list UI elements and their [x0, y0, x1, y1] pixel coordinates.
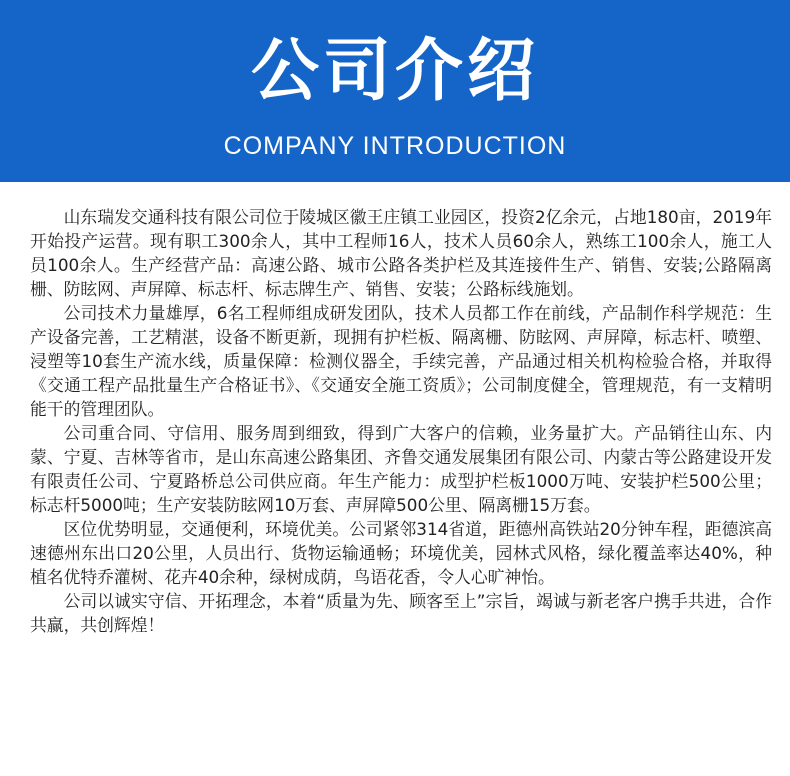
page-title: 公司介绍 — [250, 32, 539, 111]
paragraph-technology: 公司技术力量雄厚，6名工程师组成研发团队，技术人员都工作在前线，产品制作科学规范：生产设备完善，工艺精湛，设备不断更新，现拥有护栏板、隔离栅、防眩网、声屏障，标志杆、喷塑、浸塑等10套生产流水线，质量保障：检测仪器全，手续完善，产品通过相关机构检验合格，并取得《交通工程产品批量生产合格证书》、《交通安全施工资质》；公司制度健全，管理规范，有一支精明能干的管理团队。 — [30, 303, 772, 419]
company-introduction-text — [30, 205, 772, 637]
paragraph-overview: 山东瑞发交通科技有限公司位于陵城区徽王庄镇工业园区，投资2亿余元，占地180亩，2019年开始投产运营。现有职工300余人，其中工程师16人，技术人员60余人，熟练工100余人，施工人员100余人。生产经营产品：高速公路、城市公路各类护栏及其连接件生产、销售、安装;公路隔离栅、防眩网、声屏障、标志杆、标志牌生产、销售、安装；公路标线施划。 — [30, 207, 772, 299]
header-banner — [0, 0, 790, 182]
paragraph-philosophy: 公司以诚实守信、开拓理念，本着“质量为先、顾客至上”宗旨，竭诚与新老客户携手共进，合作共赢，共创辉煌！ — [30, 591, 772, 635]
paragraph-business: 公司重合同、守信用、服务周到细致，得到广大客户的信赖，业务量扩大。产品销往山东、内蒙、宁夏、吉林等省市，是山东高速公路集团、齐鲁交通发展集团有限公司、内蒙古等公路建设开发有限责任公司、宁夏路桥总公司供应商。年生产能力：成型护栏板1000万吨、安装护栏500公里；标志杆5000吨；生产安装防眩网10万套、声屏障500公里、隔离栅15万套。 — [30, 423, 772, 515]
paragraph-location: 区位优势明显，交通便利，环境优美。公司紧邻314省道，距德州高铁站20分钟车程，距德滨高速德州东出口20公里，人员出行、货物运输通畅；环境优美，园林式风格，绿化覆盖率达40%，种植名优特乔灌树、花卉40余种，绿树成荫，鸟语花香，令人心旷神怡。 — [30, 519, 772, 587]
page-subtitle: COMPANY INTRODUCTION — [223, 132, 567, 160]
